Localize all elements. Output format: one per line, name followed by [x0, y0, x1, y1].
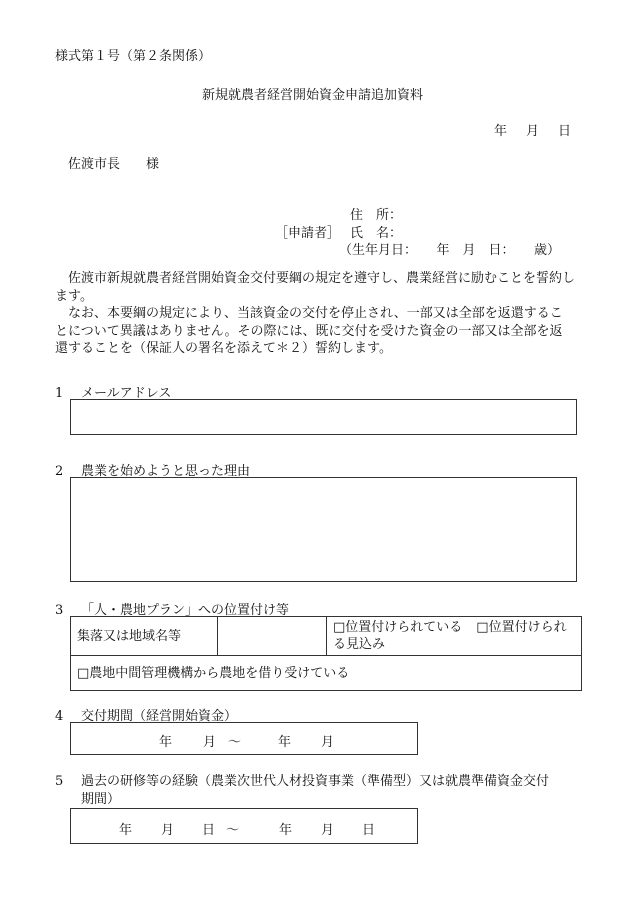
name-label: 氏 名：	[350, 226, 403, 241]
year-end-label: 年	[278, 735, 292, 750]
month-end-label: 月	[321, 823, 335, 838]
pledge-paragraph-2: なお、本要綱の規定により、当該資金の交付を停止され、一部又は全部を返還することについて異議はありません。その際には、既に交付を受けた資金の一部又は全部を返還することを（保証人の署名を添えて＊２）誓約します。	[55, 306, 563, 356]
section-label: 交付期間（経営開始資金）	[81, 709, 238, 724]
section-label: 過去の研修等の経験（農業次世代人材投資事業（準備型）又は就農準備資金交付	[81, 774, 550, 789]
pledge-paragraph-1: 佐渡市新規就農者経営開始資金交付要綱の規定を遵守し、農業経営に励むことを誓約します。	[55, 271, 576, 304]
plan-table	[70, 616, 582, 691]
section-label-continuation: 期間）	[81, 791, 121, 807]
addressee: 佐渡市長 様	[68, 157, 160, 172]
section-number: 2	[55, 464, 64, 479]
section-5-title	[55, 773, 549, 808]
positioning-options-cell	[327, 617, 582, 656]
year-start-label: 年	[119, 823, 133, 838]
table-row	[71, 617, 582, 656]
training-period-field[interactable]	[70, 808, 418, 844]
reason-textarea[interactable]	[70, 477, 577, 582]
month-end-label: 月	[321, 735, 335, 750]
section-number: 3	[55, 603, 64, 618]
tilde-separator: ～	[226, 823, 240, 838]
section-number: 1	[55, 386, 64, 401]
email-field[interactable]	[70, 399, 577, 435]
day-end-label: 日	[362, 823, 376, 838]
tilde-separator: ～	[228, 735, 242, 750]
pledge-text	[55, 270, 575, 358]
month-start-label: 月	[161, 823, 175, 838]
form-number: 様式第１号（第２条関係）	[55, 49, 212, 64]
option-expected-checkbox[interactable]: □位置付けられ	[476, 620, 567, 635]
section-label: メールアドレス	[81, 386, 172, 401]
day-start-label: 日	[202, 823, 216, 838]
section-number: 4	[55, 709, 64, 724]
area-value-cell[interactable]	[218, 617, 327, 656]
month-start-label: 月	[203, 735, 217, 750]
year-start-label: 年	[159, 735, 173, 750]
address-label: 住 所：	[350, 208, 403, 223]
section-label: 「人・農地プラン」への位置付け等	[81, 603, 290, 618]
table-row	[71, 656, 582, 691]
section-label: 農業を始めようと思った理由	[81, 464, 251, 479]
section-number: 5	[55, 774, 64, 789]
document-title: 新規就農者経営開始資金申請追加資料	[202, 88, 424, 103]
date-line: 年 月 日	[493, 124, 574, 139]
option-lease-checkbox[interactable]: □農地中間管理機構から農地を借り受けている	[71, 656, 582, 691]
option-expected-continuation: る見込み	[333, 637, 386, 652]
applicant-role-label: ［申請者］	[275, 226, 341, 241]
area-label-cell: 集落又は地域名等	[71, 617, 218, 656]
option-positioned-checkbox[interactable]: □位置付けられている	[333, 620, 463, 635]
year-end-label: 年	[279, 823, 293, 838]
grant-period-field[interactable]	[70, 722, 418, 755]
birth-date-label: （生年月日： 年 月 日： 歳）	[339, 243, 561, 258]
